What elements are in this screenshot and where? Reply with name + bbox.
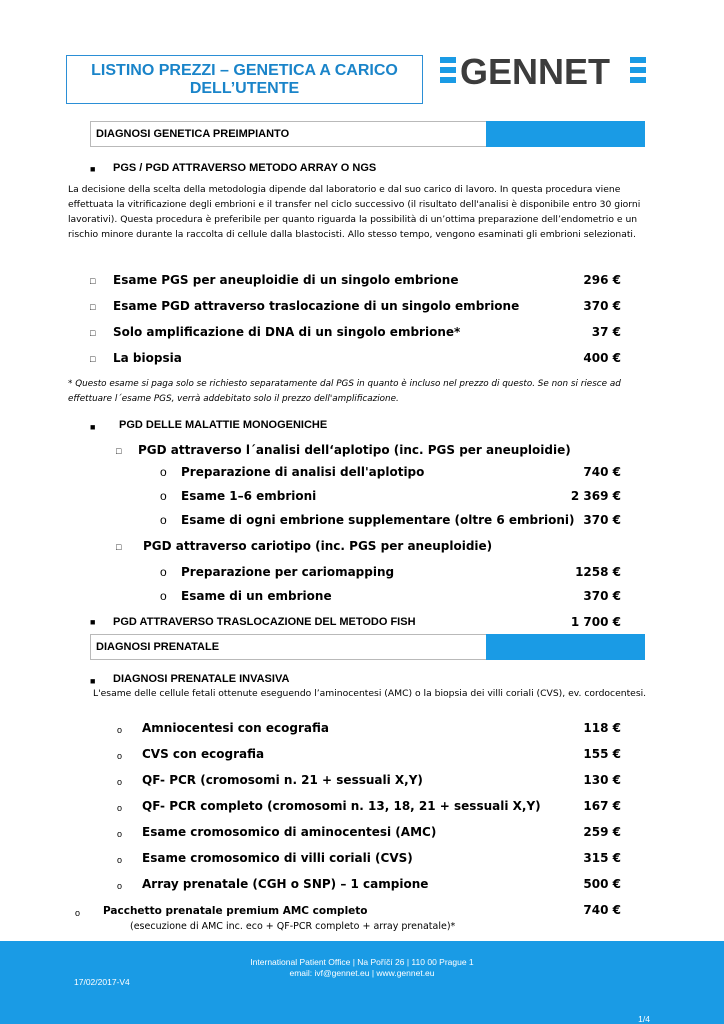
item-price: 740 € bbox=[583, 903, 621, 917]
circle-bullet-icon: o bbox=[160, 465, 167, 479]
subheading-row bbox=[116, 443, 621, 461]
price-row bbox=[160, 489, 621, 507]
item-name: Esame di un embrione bbox=[181, 589, 332, 603]
price-row bbox=[160, 589, 621, 607]
item-price: 37 € bbox=[591, 325, 621, 339]
circle-bullet-icon: o bbox=[117, 803, 123, 813]
item-price: 370 € bbox=[583, 513, 621, 527]
gennet-logo bbox=[440, 51, 646, 92]
checkbox-icon: □ bbox=[116, 542, 122, 552]
checkbox-icon: □ bbox=[90, 276, 96, 286]
price-row bbox=[90, 325, 621, 343]
paragraph-line: La decisione della scelta della metodologia dipende dal laboratorio e dal suo carico di lavoro. In questa procedura viene bbox=[68, 184, 621, 195]
document-title bbox=[66, 55, 423, 104]
price-row bbox=[90, 351, 621, 369]
item-price: 118 € bbox=[583, 721, 621, 735]
circle-bullet-icon: o bbox=[160, 565, 167, 579]
premium-note: (esecuzione di AMC inc. eco + QF-PCR completo + array prenatale)* bbox=[130, 921, 456, 932]
price-row bbox=[90, 615, 621, 633]
item-price: 370 € bbox=[583, 299, 621, 313]
footer-contact: email: ivf@gennet.eu | www.gennet.eu bbox=[289, 968, 435, 978]
item-price: 296 € bbox=[583, 273, 621, 287]
item-name: Pacchetto prenatale premium AMC completo bbox=[103, 905, 368, 917]
square-bullet-icon: ■ bbox=[90, 617, 96, 627]
page-footer bbox=[0, 941, 724, 1024]
price-row bbox=[117, 877, 621, 895]
circle-bullet-icon: o bbox=[160, 489, 167, 503]
circle-bullet-icon: o bbox=[117, 855, 123, 865]
price-row bbox=[117, 825, 621, 843]
item-name: QF- PCR (cromosomi n. 21 + sessuali X,Y) bbox=[142, 773, 423, 787]
price-row bbox=[90, 273, 621, 291]
section-accent bbox=[486, 634, 645, 660]
footer-contact-block bbox=[0, 957, 724, 979]
item-name: Solo amplificazione di DNA di un singolo embrione* bbox=[113, 325, 461, 339]
logo-bars-left-icon bbox=[440, 57, 456, 87]
logo-text: GENNET bbox=[460, 51, 611, 92]
price-row bbox=[117, 721, 621, 739]
footer-address: International Patient Office | Na Poříčí 26 | 110 00 Prague 1 bbox=[250, 957, 474, 967]
monogenic-heading: PGD DELLE MALATTIE MONOGENICHE bbox=[119, 419, 328, 431]
item-price: 500 € bbox=[583, 877, 621, 891]
price-row bbox=[117, 799, 621, 817]
item-price: 1 700 € bbox=[570, 615, 621, 629]
item-name: CVS con ecografia bbox=[142, 747, 265, 761]
title-line-2: DELL’UTENTE bbox=[189, 80, 300, 97]
prenatal-paragraph: L'esame delle cellule fetali ottenute eseguendo l’aminocentesi (AMC) o la biopsia dei villi coriali (CVS), ev. cordocentesi. bbox=[93, 688, 647, 699]
paragraph-line: rischio minore durante la raccolta di cellule dalla blastocisti. Allo stesso tempo, vengono esaminati gli embrioni selezionati. bbox=[68, 229, 636, 240]
section-title: DIAGNOSI PRENATALE bbox=[96, 641, 220, 653]
circle-bullet-icon: o bbox=[117, 725, 123, 735]
section-title: DIAGNOSI GENETICA PREIMPIANTO bbox=[96, 128, 290, 140]
price-row bbox=[160, 565, 621, 583]
item-name: Array prenatale (CGH o SNP) – 1 campione bbox=[142, 877, 429, 891]
footnote-line: * Questo esame si paga solo se richiesto separatamente dal PGS in quanto è incluso nel prezzo di questo. Se non si riesce ad bbox=[68, 379, 621, 389]
price-row bbox=[75, 903, 621, 921]
checkbox-icon: □ bbox=[90, 328, 96, 338]
square-bullet-icon: ■ bbox=[90, 422, 96, 432]
section-bar-prenatale bbox=[90, 634, 645, 660]
item-name: Esame PGS per aneuploidie di un singolo embrione bbox=[113, 273, 459, 287]
item-name: Esame cromosomico di aminocentesi (AMC) bbox=[142, 825, 437, 839]
logo-bars-right-icon bbox=[630, 57, 646, 87]
price-row bbox=[117, 747, 621, 765]
document-version: 17/02/2017-V4 bbox=[74, 977, 130, 987]
circle-bullet-icon: o bbox=[160, 513, 167, 527]
item-name: Esame cromosomico di villi coriali (CVS) bbox=[142, 851, 413, 865]
footnote-line: effettuare l´esame PGS, verrà addebitato solo il prezzo dell'amplificazione. bbox=[68, 394, 399, 404]
circle-bullet-icon: o bbox=[117, 881, 123, 891]
item-price: 155 € bbox=[583, 747, 621, 761]
item-price: 2 369 € bbox=[570, 489, 621, 503]
price-row bbox=[117, 851, 621, 869]
prenatal-invasive-heading: DIAGNOSI PRENATALE INVASIVA bbox=[113, 673, 290, 685]
square-bullet-icon: ■ bbox=[90, 676, 96, 686]
item-price: 259 € bbox=[583, 825, 621, 839]
item-name: Esame 1–6 embrioni bbox=[181, 489, 317, 503]
circle-bullet-icon: o bbox=[75, 908, 81, 918]
paragraph-line: lavorativi). Questa procedura è preferibile per quanto riguarda la possibilità di un’ottima preparazione dell’endometrio e un bbox=[68, 214, 638, 225]
section-accent bbox=[486, 121, 645, 147]
circle-bullet-icon: o bbox=[117, 829, 123, 839]
item-name: Preparazione di analisi dell'aplotipo bbox=[181, 465, 425, 479]
cariotipo-heading: PGD attraverso cariotipo (inc. PGS per aneuploidie) bbox=[143, 539, 493, 553]
circle-bullet-icon: o bbox=[160, 589, 167, 603]
fish-heading: PGD ATTRAVERSO TRASLOCAZIONE DEL METODO FISH bbox=[113, 616, 416, 628]
item-price: 130 € bbox=[583, 773, 621, 787]
item-name: La biopsia bbox=[113, 351, 182, 365]
pgs-paragraph bbox=[68, 182, 640, 242]
aplotipo-heading: PGD attraverso l´analisi dell‘aplotipo (inc. PGS per aneuploidie) bbox=[138, 443, 571, 457]
title-line-1: LISTINO PREZZI – GENETICA A CARICO bbox=[91, 62, 398, 79]
subheading-row bbox=[116, 539, 621, 557]
checkbox-icon: □ bbox=[116, 446, 122, 456]
square-bullet-icon: ■ bbox=[90, 164, 96, 174]
checkbox-icon: □ bbox=[90, 354, 96, 364]
checkbox-icon: □ bbox=[90, 302, 96, 312]
item-price: 370 € bbox=[583, 589, 621, 603]
item-price: 1258 € bbox=[575, 565, 621, 579]
circle-bullet-icon: o bbox=[117, 751, 123, 761]
paragraph-line: effettuata la vitrificazione degli embrioni e il transfer nel ciclo successivo (il risultato dell'analisi è disponibile entro 30 giorni bbox=[68, 199, 641, 210]
price-row bbox=[160, 513, 621, 531]
page-number: 1/4 bbox=[638, 1014, 650, 1024]
item-name: QF- PCR completo (cromosomi n. 13, 18, 21 + sessuali X,Y) bbox=[142, 799, 541, 813]
item-name: Amniocentesi con ecografia bbox=[142, 721, 329, 735]
item-name: Esame di ogni embrione supplementare (oltre 6 embrioni) bbox=[181, 513, 575, 527]
item-price: 315 € bbox=[583, 851, 621, 865]
item-name: Preparazione per cariomapping bbox=[181, 565, 395, 579]
pgs-pgd-heading: PGS / PGD ATTRAVERSO METODO ARRAY O NGS bbox=[113, 162, 377, 174]
item-price: 167 € bbox=[583, 799, 621, 813]
item-price: 400 € bbox=[583, 351, 621, 365]
circle-bullet-icon: o bbox=[117, 777, 123, 787]
section-bar-preimpianto bbox=[90, 121, 645, 147]
price-row bbox=[117, 773, 621, 791]
item-name: Esame PGD attraverso traslocazione di un singolo embrione bbox=[113, 299, 520, 313]
item-price: 740 € bbox=[583, 465, 621, 479]
price-row bbox=[90, 299, 621, 317]
price-row bbox=[160, 465, 621, 483]
footnote bbox=[68, 377, 628, 407]
